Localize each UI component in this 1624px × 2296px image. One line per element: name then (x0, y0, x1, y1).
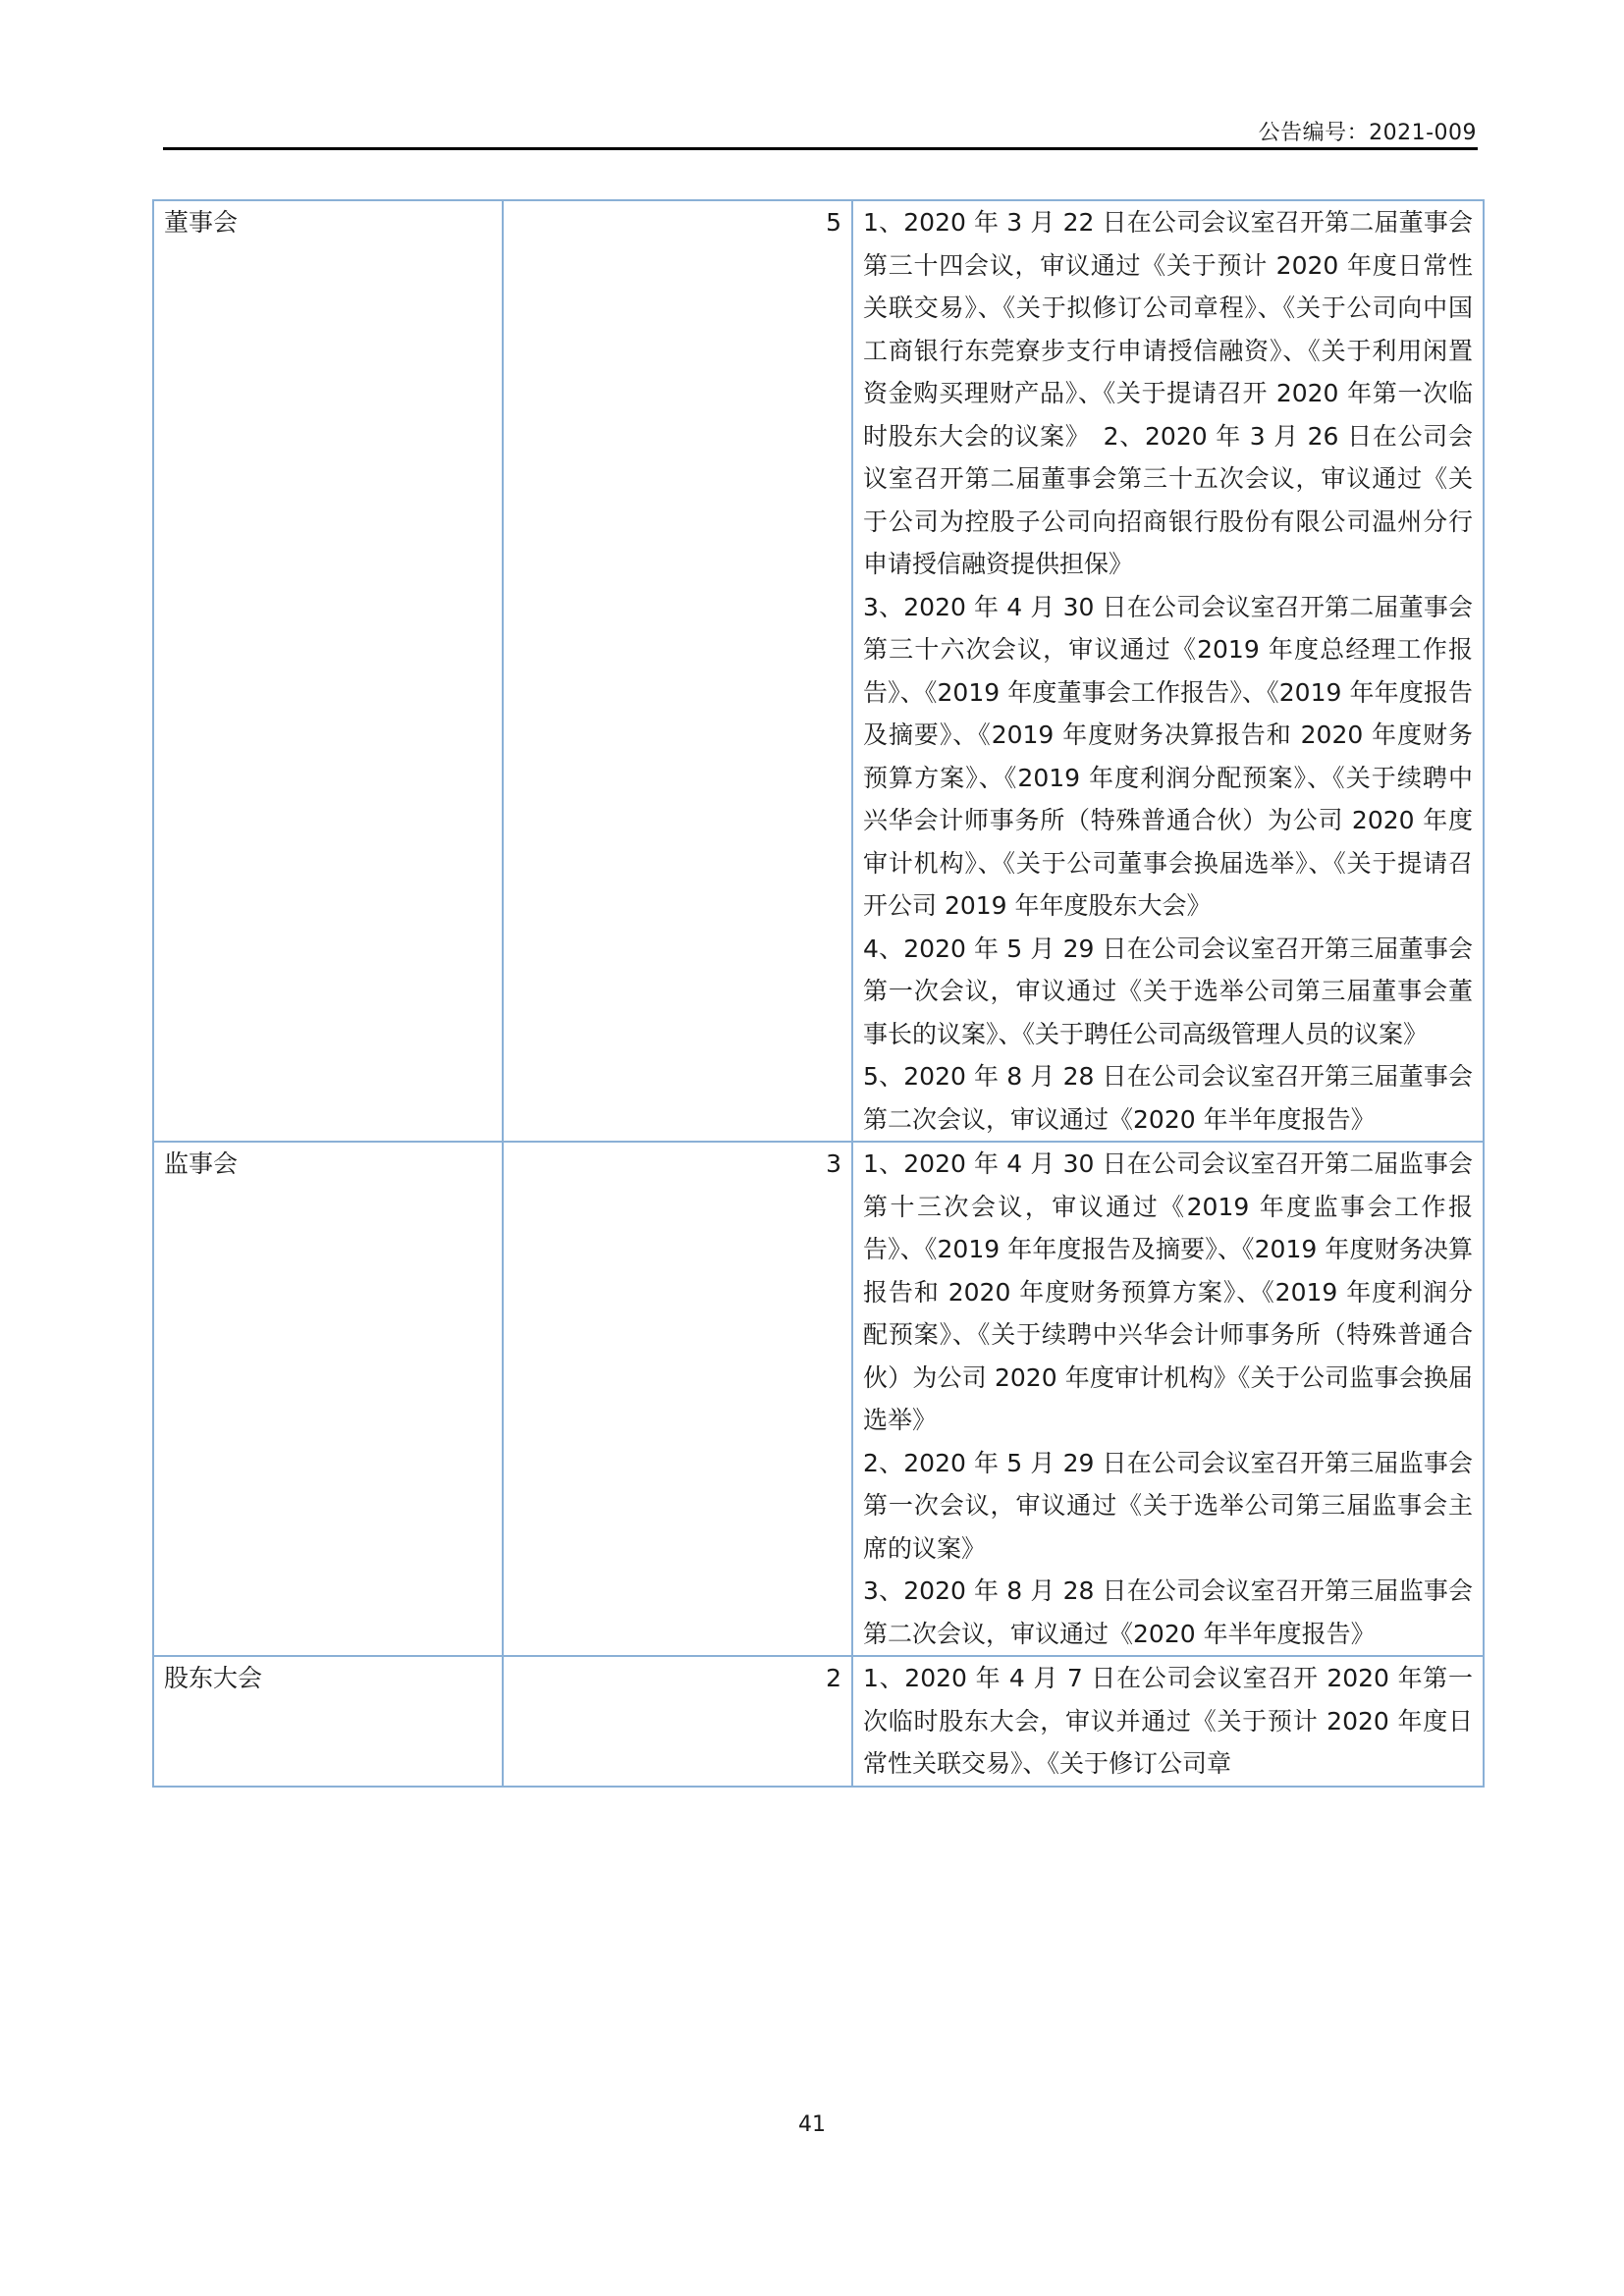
header-rule (163, 147, 1478, 150)
description-clip (863, 1657, 1473, 1786)
meeting-item: 3、2020 年 4 月 30 日在公司会议室召开第二届董事会第三十六次会议，审议通过《2019 年度总经理工作报告》、《2019 年度董事会工作报告》、《2019 年年度报告及摘要》、《2019 年度财务决算报告和 2020 年度财务预算方案》、《2019 年度利润分配预案》、《关于续聘中兴华会计师事务所（特殊普通合伙）为公司 2020 年度审计机构》、《关于公司董事会换届选举》、《关于提请召开公司 2019 年年度股东大会》 (863, 592, 1473, 920)
announcement-code: 公告编号：2021-009 (1258, 121, 1477, 145)
meeting-description-cell (852, 200, 1484, 1142)
meeting-item: 1、2020 年 3 月 22 日在公司会议室召开第二届董事会第三十四会议，审议通过《关于预计 2020 年度日常性关联交易》、《关于拟修订公司章程》、《关于公司向中国工商银行东莞寮步支行申请授信融资》、《关于利用闲置资金购买理财产品》、《关于提请召开 2020 年第一次临时股东大会的议案》 2、2020 年 3 月 26 日在公司会议室召开第二届董事会第三十五次会议，审议通过《关于公司为控股子公司向招商银行股份有限公司温州分行申请授信融资提供担保》 (863, 208, 1473, 578)
meeting-item: 5、2020 年 8 月 28 日在公司会议室召开第三届董事会第二次会议，审议通过《2020 年半年度报告》 (863, 1062, 1473, 1134)
meeting-type-cell: 董事会 (153, 200, 503, 1142)
table-row-shareholders (153, 1656, 1484, 1787)
meeting-count-cell: 2 (503, 1656, 852, 1787)
meeting-description-cell (852, 1656, 1484, 1787)
meeting-item: 1、2020 年 4 月 7 日在公司会议室召开 2020 年第一次临时股东大会，审议并通过《关于预计 2020 年度日常性关联交易》、《关于修订公司章 (863, 1664, 1473, 1778)
meeting-count-cell: 3 (503, 1142, 852, 1656)
meeting-type-cell: 股东大会 (153, 1656, 503, 1787)
meeting-type-cell: 监事会 (153, 1142, 503, 1656)
table-row-supervisory (153, 1142, 1484, 1656)
page-number: 41 (798, 2112, 826, 2137)
meeting-item: 1、2020 年 4 月 30 日在公司会议室召开第二届监事会第十三次会议，审议通过《2019 年度监事会工作报告》、《2019 年年度报告及摘要》、《2019 年度财务决算报告和 2020 年度财务预算方案》、《2019 年度利润分配预案》、《关于续聘中兴华会计师事务所（特殊普通合伙）为公司 2020 年度审计机构》《关于公司监事会换届选举》 (863, 1149, 1473, 1434)
meeting-description-cell (852, 1142, 1484, 1656)
table-row-board (153, 200, 1484, 1142)
meeting-item: 2、2020 年 5 月 29 日在公司会议室召开第三届监事会第一次会议，审议通过《关于选举公司第三届监事会主席的议案》 (863, 1448, 1473, 1563)
meeting-item: 4、2020 年 5 月 29 日在公司会议室召开第三届董事会第一次会议，审议通过《关于选举公司第三届董事会董事长的议案》、《关于聘任公司高级管理人员的议案》 (863, 934, 1473, 1048)
meeting-item: 3、2020 年 8 月 28 日在公司会议室召开第三届监事会第二次会议，审议通过《2020 年半年度报告》 (863, 1576, 1473, 1648)
meetings-table (152, 199, 1485, 1788)
meeting-count-cell: 5 (503, 200, 852, 1142)
